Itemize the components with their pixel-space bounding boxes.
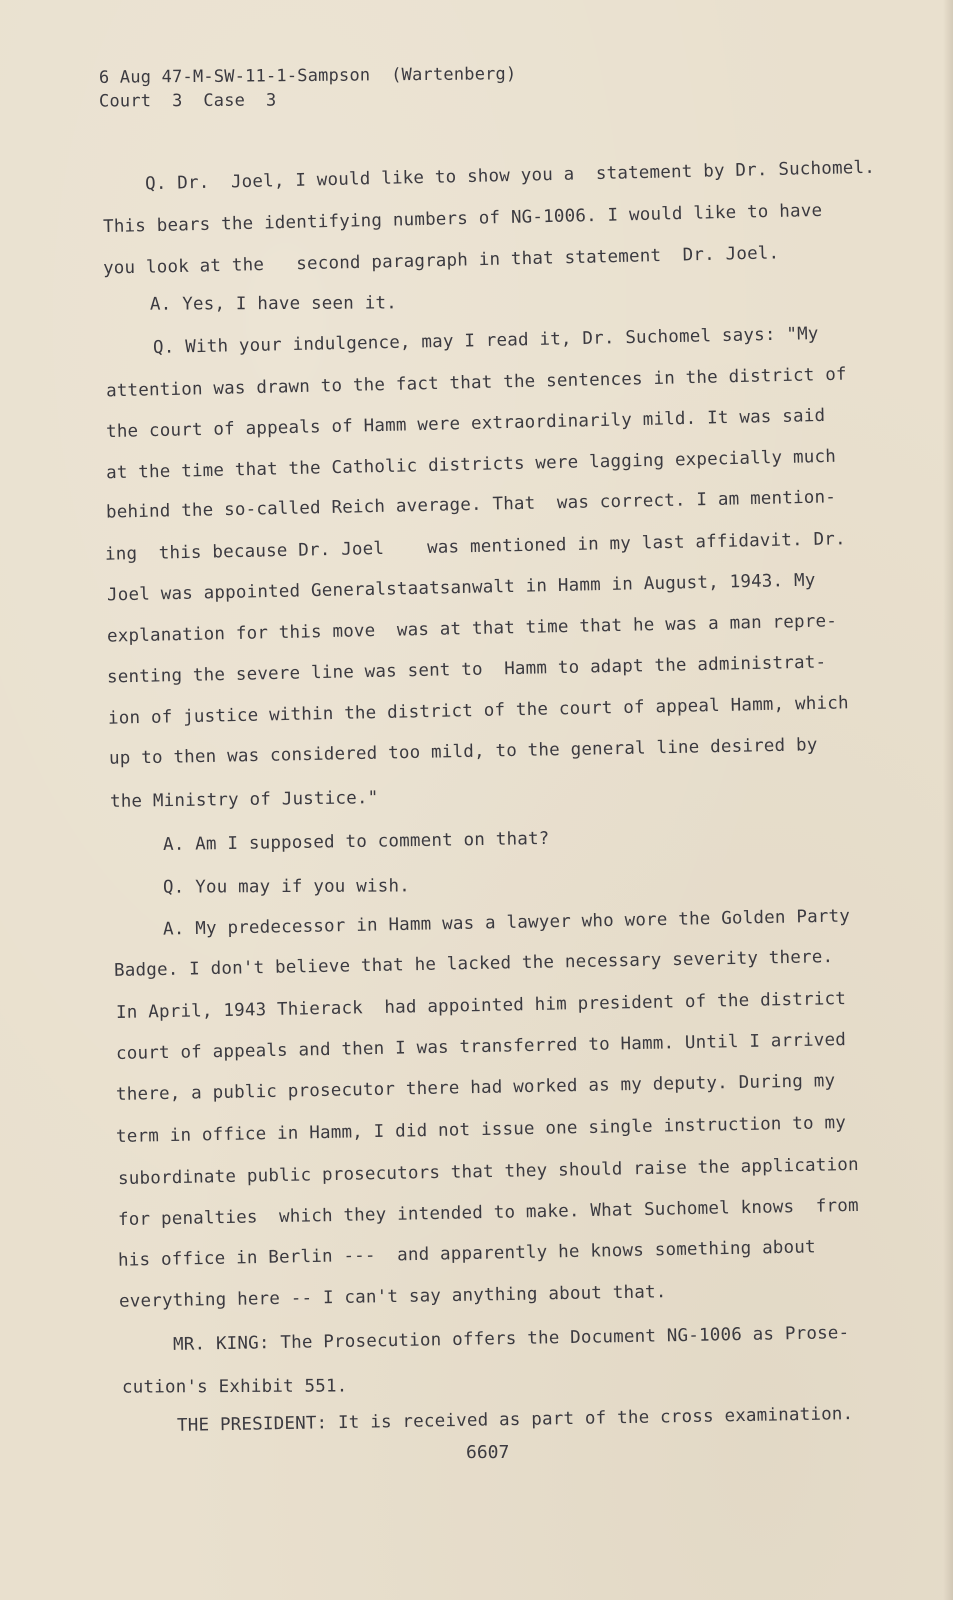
transcript-line: Q. With your indulgence, may I read it, Dr. Suchomel says: "My	[152, 324, 819, 358]
transcript-line: behind the so-called Reich average. That was correct. I am mention-	[105, 487, 837, 523]
transcript-line: everything here -- I can't say anything about that.	[118, 1282, 667, 1312]
transcript-line: Joel was appointed Generalstaatsanwalt in Hamm in August, 1943. My	[106, 570, 816, 606]
transcript-line: Q. You may if you wish.	[162, 876, 410, 898]
transcript-line: ing this because Dr. Joel was mentioned in my last affidavit. Dr.	[104, 529, 846, 565]
transcript-line: the Ministry of Justice."	[109, 788, 379, 812]
transcript-line: for penalties which they intended to make. What Suchomel knows from	[117, 1195, 859, 1231]
transcript-line: at the time that the Catholic districts were lagging expecially much	[105, 446, 837, 484]
transcript-line: This bears the identifying numbers of NG-1006. I would like to have	[102, 200, 823, 238]
transcript-line: cution's Exhibit 551.	[121, 1376, 348, 1398]
transcript-line: up to then was considered too mild, to the general line desired by	[108, 735, 818, 769]
transcript-line: the court of appeals of Hamm were extraordinarily mild. It was said	[105, 405, 826, 443]
transcript-line: his office in Berlin --- and apparently he knows something about	[117, 1237, 816, 1271]
transcript-line: attention was drawn to the fact that the sentences in the district of	[105, 364, 847, 402]
page-number: 6607	[466, 1442, 510, 1463]
transcript-line: senting the severe line was sent to Hamm to adapt the administrat-	[106, 652, 827, 688]
page-edge-shadow	[943, 0, 953, 1600]
header-line-1: 6 Aug 47-M-SW-11-1-Sampson (Wartenberg)	[98, 64, 517, 88]
transcript-line: In April, 1943 Thierack had appointed him president of the district	[115, 988, 847, 1024]
transcript-line: court of appeals and then I was transferred to Hamm. Until I arrived	[115, 1029, 847, 1065]
transcript-line: Badge. I don't believe that he lacked the necessary severity there.	[113, 947, 834, 981]
transcript-line: MR. KING: The Prosecution offers the Document NG-1006 as Prose-	[172, 1323, 850, 1355]
transcript-line: A. My predecessor in Hamm was a lawyer who wore the Golden Party	[162, 906, 851, 940]
transcript-line: there, a public prosecutor there had worked as my deputy. During my	[115, 1071, 836, 1105]
transcript-line: explanation for this move was at that time that he was a man repre-	[106, 611, 838, 647]
header-line-2: Court 3 Case 3	[98, 90, 277, 112]
transcript-line: Q. Dr. Joel, I would like to show you a statement by Dr. Suchomel.	[144, 157, 876, 195]
transcript-line: A. Yes, I have seen it.	[149, 293, 397, 315]
transcript-line: you look at the second paragraph in that statement Dr. Joel.	[102, 243, 780, 279]
transcript-line: A. Am I supposed to comment on that?	[162, 828, 550, 856]
transcript-line: term in office in Hamm, I did not issue one single instruction to my	[115, 1112, 847, 1148]
transcript-line: THE PRESIDENT: It is received as part of the cross examination.	[176, 1404, 854, 1436]
transcript-line: subordinate public prosecutors that they should raise the application	[117, 1154, 859, 1190]
transcript-line: ion of justice within the district of the court of appeal Hamm, which	[107, 693, 849, 729]
